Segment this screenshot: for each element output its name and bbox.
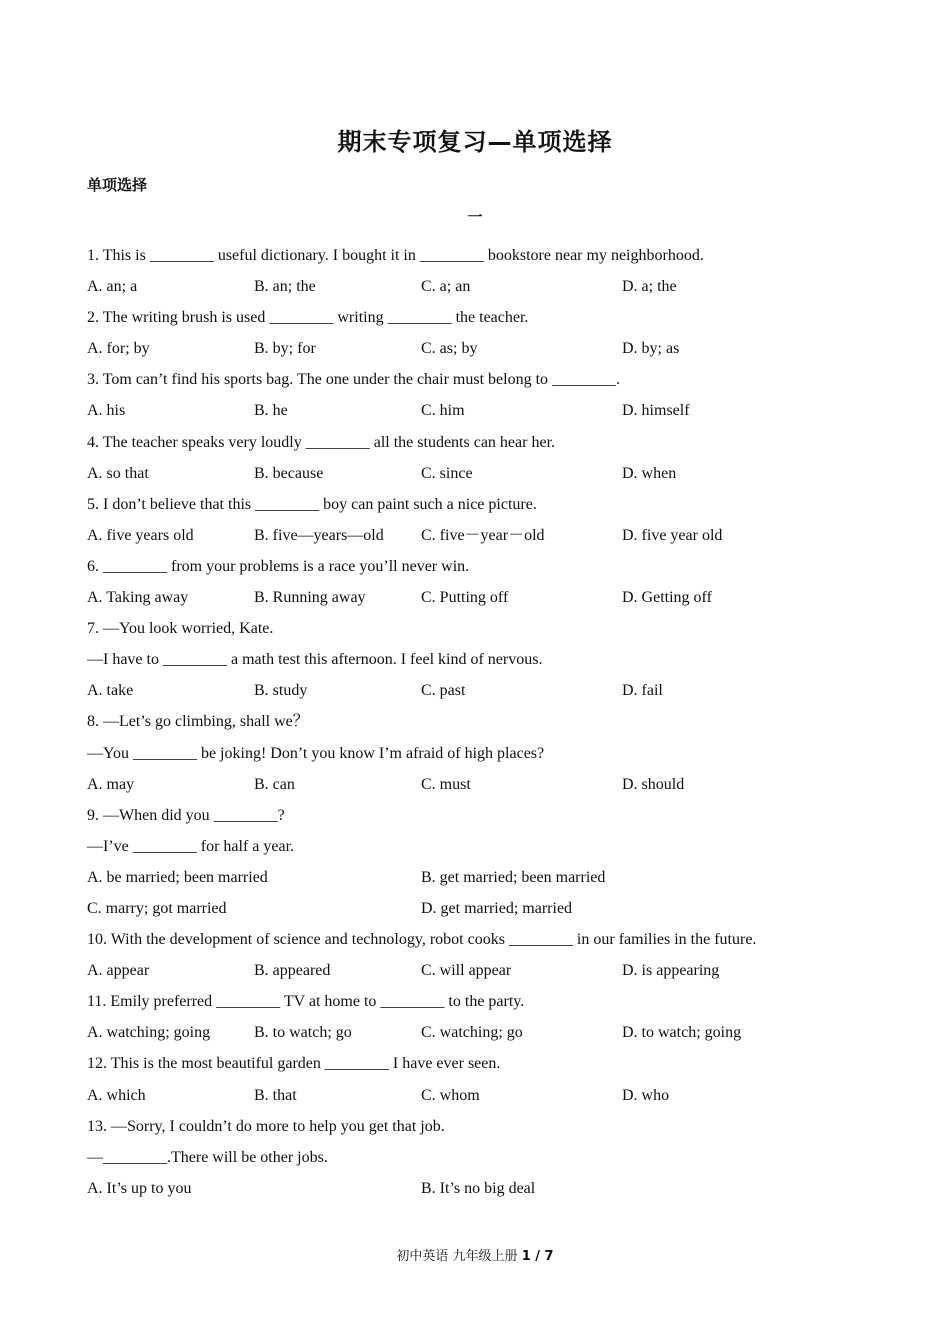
options-row [87,582,887,613]
question-list [87,240,887,1204]
options-row [87,333,887,364]
page-number: 1 / 7 [521,1249,554,1264]
question-line: 7. —You look worried, Kate. [87,620,274,638]
options-row [87,271,887,302]
question-line: —I have to ________ a math test this afternoon. I feel kind of nervous. [87,651,543,669]
question-line: —________.There will be other jobs. [87,1148,328,1166]
page-title: 期末专项复习—单项选择 [337,128,613,156]
option-b: B. can [254,775,295,793]
option-b: B. because [254,464,324,482]
option-d: D. a; the [622,278,677,296]
option-b: B. to watch; go [254,1024,352,1042]
option-a: A. take [87,682,134,700]
option-b: B. Running away [254,589,366,607]
question-line: 12. This is the most beautiful garden ________ I have ever seen. [87,1055,501,1073]
option-a: A. It’s up to you [87,1179,192,1197]
option-b: B. five—years—old [254,526,384,544]
question-line: 11. Emily preferred ________ TV at home to ________ to the party. [87,993,525,1011]
option-d: D. fail [622,682,663,700]
options-row [87,862,887,893]
option-a: A. five years old [87,526,194,544]
options-row [87,955,887,986]
option-d: D. is appearing [622,962,720,980]
option-b: D. get married; married [421,899,573,917]
option-a: A. may [87,775,135,793]
option-b: B. that [254,1086,297,1104]
options-row [87,675,887,706]
option-d: D. five year old [622,526,723,544]
option-c: C. him [421,402,465,420]
option-a: C. marry; got married [87,899,227,917]
option-c: C. Putting off [421,589,509,607]
option-c: C. five－year－old [421,526,545,544]
question-line: 13. —Sorry, I couldn’t do more to help you get that job. [87,1117,445,1135]
option-c: C. whom [421,1086,480,1104]
options-row [87,1173,887,1204]
question-line: 2. The writing brush is used ________ writing ________ the teacher. [87,309,529,327]
option-b: B. get married; been married [421,868,606,886]
footer-subject: 初中英语 九年级上册 [396,1249,518,1264]
question-line: 8. —Let’s go climbing, shall we？ [87,713,309,731]
option-a: A. his [87,402,126,420]
option-d: D. Getting off [622,589,712,607]
option-a: A. watching; going [87,1024,211,1042]
option-a: A. appear [87,962,150,980]
question-line: —I’ve ________ for half a year. [87,837,295,855]
question-line: 6. ________ from your problems is a race you’ll never win. [87,557,470,575]
option-b: B. an; the [254,278,316,296]
option-d: D. when [622,464,677,482]
option-a: A. so that [87,464,149,482]
option-d: D. himself [622,402,690,420]
part-number: 一 [467,208,483,226]
option-c: C. since [421,464,473,482]
option-a: A. which [87,1086,146,1104]
option-c: C. watching; go [421,1024,523,1042]
question-line: 4. The teacher speaks very loudly ________ all the students can hear her. [87,433,556,451]
options-row [87,1017,887,1048]
option-b: B. appeared [254,962,331,980]
option-c: C. as; by [421,340,478,358]
option-b: B. he [254,402,288,420]
options-row [87,1080,887,1111]
option-b: B. study [254,682,308,700]
options-row [87,458,887,489]
question-line: 1. This is ________ useful dictionary. I bought it in ________ bookstore near my neighborhood. [87,247,704,264]
question-line: —You ________ be joking! Don’t you know I’m afraid of high places? [87,744,545,762]
option-d: D. should [622,775,685,793]
options-row [87,395,887,426]
option-a: A. Taking away [87,589,189,607]
option-a: A. be married; been married [87,868,268,886]
option-b: B. It’s no big deal [421,1179,536,1197]
question-line: 3. Tom can’t find his sports bag. The one under the chair must belong to ________. [87,371,621,389]
options-row [87,893,887,924]
option-a: A. an; a [87,278,138,296]
options-row [87,769,887,800]
section-heading: 单项选择 [87,176,148,194]
question-line: 9. —When did you ________? [87,806,285,824]
page-footer [0,1245,950,1264]
option-d: D. who [622,1086,670,1104]
option-b: B. by; for [254,340,316,358]
options-row [87,520,887,551]
option-c: C. past [421,682,466,700]
question-line: 10. With the development of science and technology, robot cooks ________ in our families in the future. [87,931,757,949]
option-c: C. will appear [421,962,512,980]
option-a: A. for; by [87,340,150,358]
question-line: 5. I don’t believe that this ________ boy can paint such a nice picture. [87,495,537,513]
option-d: D. to watch; going [622,1024,742,1042]
option-d: D. by; as [622,340,680,358]
option-c: C. must [421,775,471,793]
option-c: C. a; an [421,278,471,296]
